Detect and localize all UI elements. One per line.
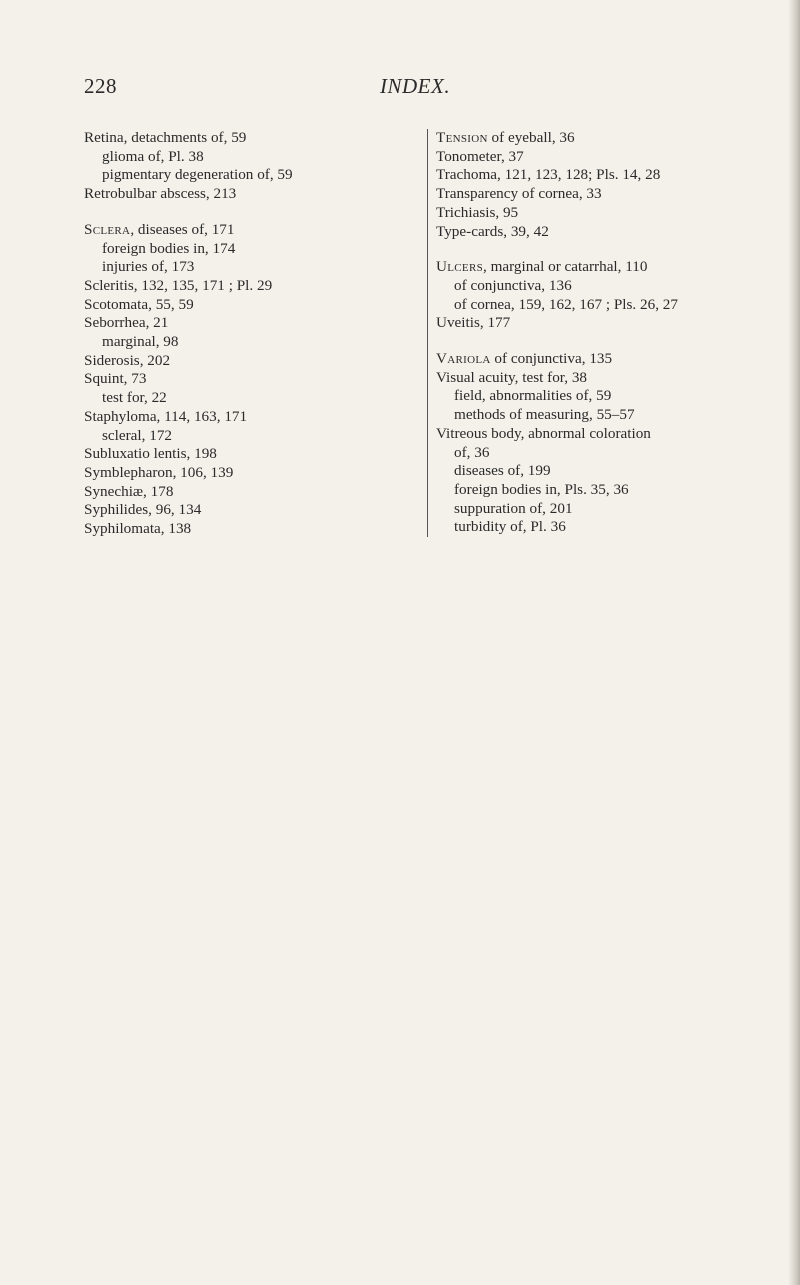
page-header — [0, 74, 800, 104]
index-entry-text: Symblepharon, 106, 139 — [84, 463, 234, 481]
index-entry — [84, 221, 404, 240]
index-entry — [436, 129, 766, 148]
index-entry — [84, 314, 404, 333]
index-entry-text: Synechiæ, 178 — [84, 482, 174, 500]
index-subentry — [436, 462, 766, 481]
index-entry-text: test for, 22 — [102, 389, 167, 407]
index-entry-text: Trichiasis, 95 — [436, 203, 519, 221]
index-entry-text: of conjunctiva, 136 — [454, 276, 572, 294]
index-subentry — [436, 296, 766, 315]
index-subentry — [84, 166, 404, 185]
index-entry-text: turbidity of, Pl. 36 — [454, 518, 566, 536]
page-edge-shadow — [788, 0, 800, 1285]
index-entry — [84, 408, 404, 427]
index-entry-text: injuries of, 173 — [102, 258, 195, 276]
index-entry-text: Subluxatio lentis, 198 — [84, 445, 217, 463]
index-entry — [84, 296, 404, 315]
index-subentry — [436, 444, 766, 463]
index-entry-text: Siderosis, 202 — [84, 351, 171, 369]
index-entry — [84, 277, 404, 296]
index-entry-text: pigmentary degeneration of, 59 — [102, 166, 293, 184]
index-entry-text: of eyeball, 36 — [487, 129, 575, 146]
index-entry-text: , marginal or catarrhal, 110 — [483, 258, 648, 276]
index-entry — [84, 483, 404, 502]
index-entry — [84, 129, 404, 148]
index-entry-text: foreign bodies in, Pls. 35, 36 — [454, 480, 629, 498]
index-entry — [84, 185, 404, 204]
index-subentry — [84, 427, 404, 446]
index-entry — [436, 204, 766, 223]
index-entry — [436, 148, 766, 167]
index-entry — [84, 352, 404, 371]
index-subentry — [84, 333, 404, 352]
index-entry-text: Trachoma, 121, 123, 128; Pls. 14, 28 — [436, 166, 661, 184]
entry-group-gap — [436, 241, 766, 258]
index-entry — [84, 501, 404, 520]
index-entry-text: Syphilides, 96, 134 — [84, 501, 202, 519]
page-number: 228 — [84, 74, 117, 98]
index-column-right — [427, 129, 766, 537]
index-letter-head: Tension — [436, 129, 488, 146]
index-entry-text: Retina, detachments of, 59 — [84, 129, 247, 146]
index-entry-text: Transparency of cornea, 33 — [436, 185, 602, 203]
index-entry-text: of cornea, 159, 162, 167 ; Pls. 26, 27 — [454, 295, 678, 313]
index-entry-text: suppuration of, 201 — [454, 499, 573, 517]
index-letter-head: Ulcers — [436, 258, 483, 276]
running-head: INDEX. — [380, 74, 451, 98]
index-entry-text: field, abnormalities of, 59 — [454, 387, 612, 405]
index-entry-text: Scleritis, 132, 135, 171 ; Pl. 29 — [84, 276, 273, 294]
index-entry-text: Syphilomata, 138 — [84, 520, 192, 538]
index-entry — [84, 445, 404, 464]
index-entry-text: Seborrhea, 21 — [84, 314, 169, 332]
index-entry-text: , diseases of, 171 — [130, 220, 235, 238]
index-entry-text: Staphyloma, 114, 163, 171 — [84, 407, 248, 425]
index-entry — [84, 370, 404, 389]
index-subentry — [436, 500, 766, 519]
index-entry-text: glioma of, Pl. 38 — [102, 147, 204, 165]
index-entry-text: Scotomata, 55, 59 — [84, 295, 194, 313]
index-entry — [436, 166, 766, 185]
index-entry-text: methods of measuring, 55–57 — [454, 406, 635, 424]
index-entry-text: diseases of, 199 — [454, 462, 551, 480]
index-entry — [436, 223, 766, 242]
index-column-left — [84, 129, 404, 539]
index-subentry — [436, 277, 766, 296]
index-entry-text: of, 36 — [454, 443, 490, 461]
index-entry-text: foreign bodies in, 174 — [102, 239, 236, 257]
index-subentry — [84, 258, 404, 277]
index-subentry — [436, 481, 766, 500]
index-letter-head: Variola — [436, 350, 491, 368]
index-entry — [436, 369, 766, 388]
entry-group-gap — [84, 204, 404, 221]
index-entry-text: Visual acuity, test for, 38 — [436, 368, 588, 386]
index-subentry — [84, 240, 404, 259]
index-entry — [436, 258, 766, 277]
index-entry — [84, 464, 404, 483]
entry-group-gap — [436, 333, 766, 350]
index-entry — [436, 350, 766, 369]
index-entry-text: Uveitis, 177 — [436, 314, 511, 332]
index-entry — [84, 520, 404, 539]
index-entry-text: Tonometer, 37 — [436, 147, 524, 165]
index-letter-head: Sclera — [84, 220, 131, 238]
index-entry-text: Vitreous body, abnormal coloration — [436, 424, 651, 442]
index-entry-text: scleral, 172 — [102, 426, 173, 444]
index-entry — [436, 185, 766, 204]
index-subentry — [436, 387, 766, 406]
index-entry-text: Retrobulbar abscess, 213 — [84, 185, 237, 203]
index-entry — [436, 425, 766, 444]
index-entry-text: Squint, 73 — [84, 370, 147, 388]
index-entry-text: of conjunctiva, 135 — [490, 350, 613, 368]
index-entry — [436, 314, 766, 333]
index-subentry — [84, 148, 404, 167]
index-subentry — [436, 406, 766, 425]
index-entry-text: marginal, 98 — [102, 333, 179, 351]
index-entry-text: Type-cards, 39, 42 — [436, 222, 549, 240]
index-subentry — [84, 389, 404, 408]
index-subentry — [436, 518, 766, 537]
